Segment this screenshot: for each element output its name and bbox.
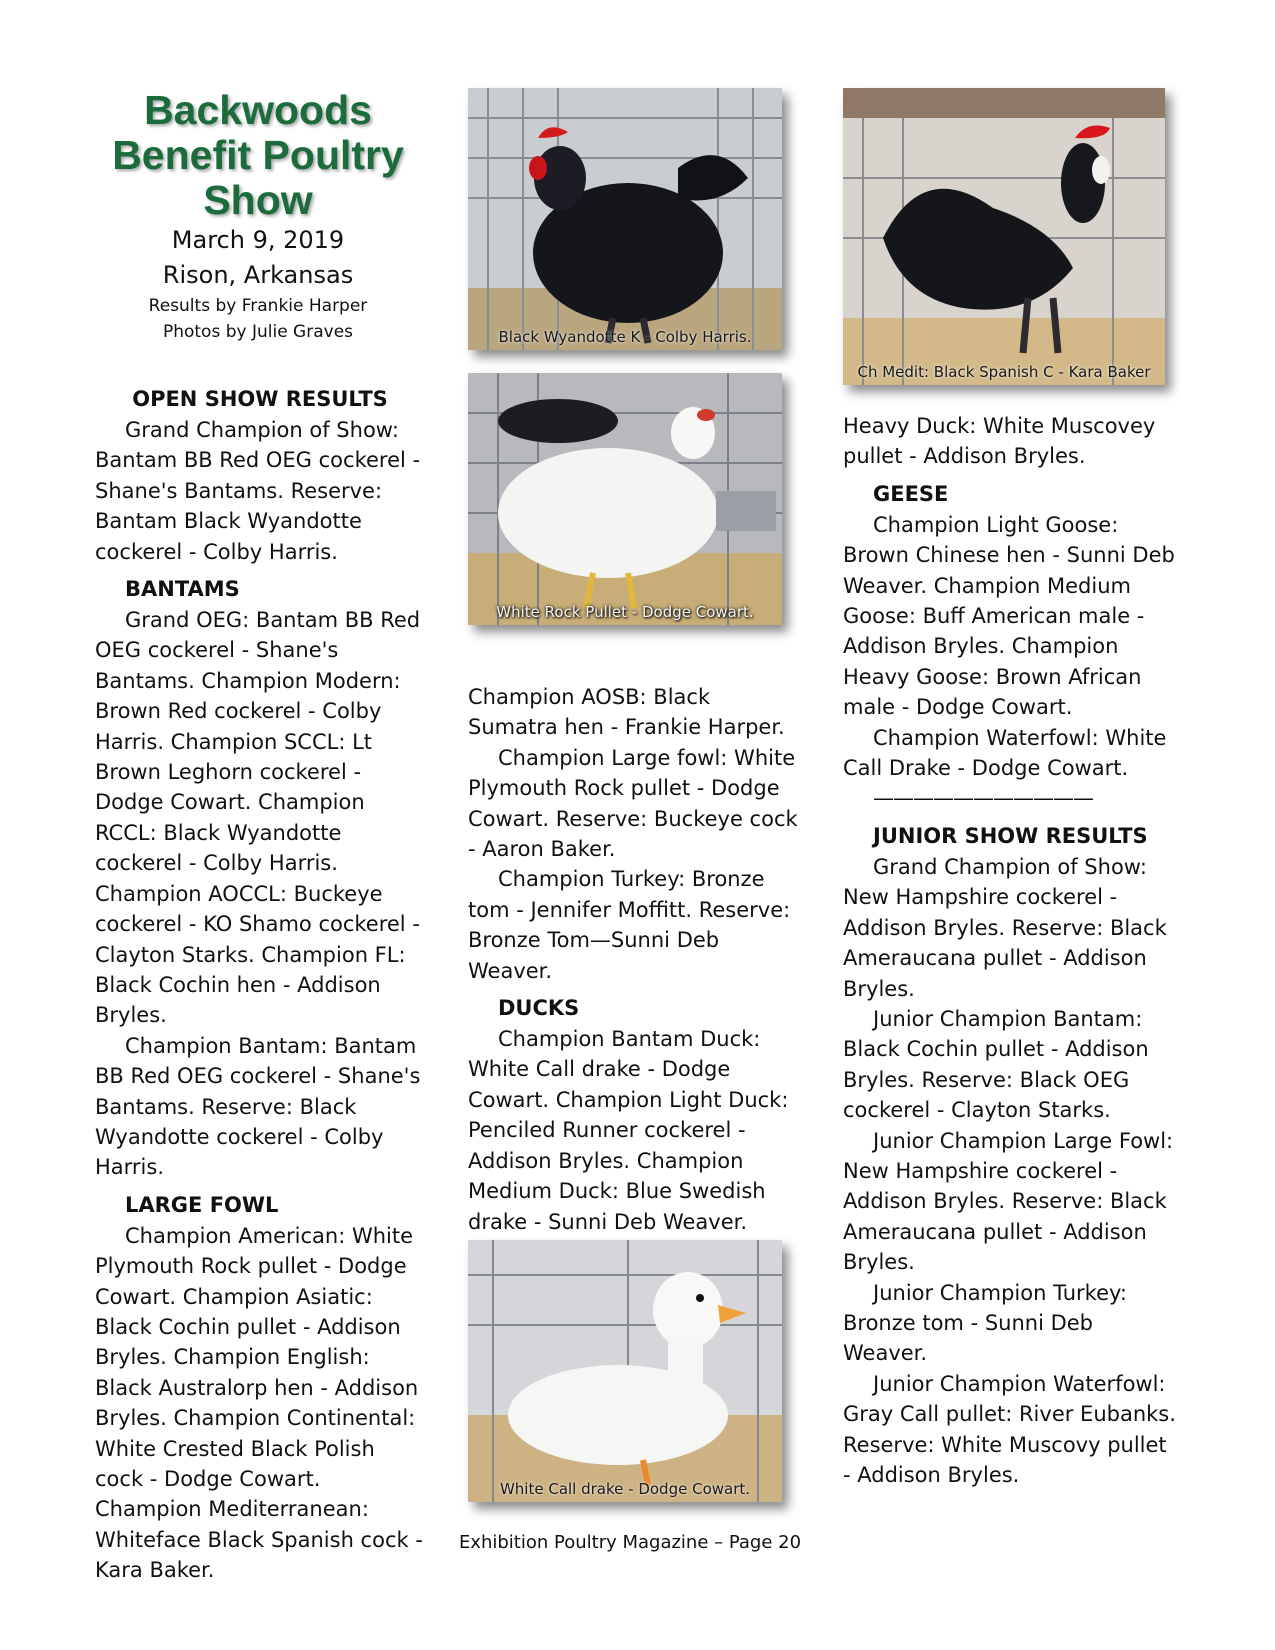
bantams-heading: BANTAMS	[125, 577, 240, 602]
black-wyandotte-image	[468, 88, 782, 350]
geese-heading: GEESE	[873, 481, 949, 506]
bantams-paragraph-2: Champion Bantam: Bantam BB Red OEG cockerel - Shane's Bantams. Reserve: Black Wyandotte cockerel - Colby Harris.	[95, 1033, 421, 1180]
geese-paragraph-2: Champion Waterfowl: White Call Drake - Dodge Cowart.	[843, 725, 1167, 781]
junior-paragraph-3: Junior Champion Large Fowl: New Hampshire cockerel - Addison Bryles. Reserve: Black Ameraucana pullet - Addison Bryles.	[843, 1128, 1174, 1275]
heavy-duck-paragraph: Heavy Duck: White Muscovey pullet - Addison Bryles.	[843, 414, 1156, 469]
article-title: Backwoods Benefit Poultry Show	[112, 87, 404, 223]
show-location: Rison, Arkansas	[162, 261, 354, 289]
junior-paragraph-2: Junior Champion Bantam: Black Cochin pullet - Addison Bryles. Reserve: Black OEG cockerel - Clayton Starks.	[843, 1006, 1149, 1123]
column-middle	[468, 682, 798, 1267]
white-call-drake-caption: White Call drake - Dodge Cowart.	[499, 1480, 751, 1498]
large-fowl-champion-paragraph: Champion Large fowl: White Plymouth Rock pullet - Dodge Cowart. Reserve: Buckeye cock - Aaron Baker.	[468, 745, 798, 862]
junior-paragraph-5: Junior Champion Waterfowl: Gray Call pullet: River Eubanks. Reserve: White Muscovy pullet - Addison Bryles.	[843, 1371, 1176, 1487]
black-wyandotte-caption: Black Wyandotte K - Colby Harris.	[498, 328, 752, 346]
geese-paragraph-1: Champion Light Goose: Brown Chinese hen - Sunni Deb Weaver. Champion Medium Goose: Buff American male - Addison Bryles. Champion Heavy Goose: Brown African male - Dodge Cowart.	[843, 512, 1175, 720]
white-call-drake-image	[468, 1240, 782, 1502]
show-date: March 9, 2019	[171, 226, 345, 254]
white-rock-caption: White Rock Pullet - Dodge Cowart.	[496, 603, 754, 621]
black-spanish-image	[843, 88, 1165, 385]
aosb-paragraph: Champion AOSB: Black Sumatra hen - Frankie Harper.	[468, 685, 785, 740]
results-credit: Results by Frankie Harper	[148, 296, 368, 316]
junior-paragraph-1: Grand Champion of Show: New Hampshire cockerel - Addison Bryles. Reserve: Black Ameraucana pullet - Addison Bryles.	[843, 854, 1167, 1001]
photo-white-call-drake	[468, 1240, 782, 1502]
ducks-paragraph: Champion Bantam Duck: White Call drake - Dodge Cowart. Champion Light Duck: Penciled Runner cockerel - Addison Bryles. Champion Medium Duck: Blue Swedish drake - Sunni Deb Weaver.	[468, 1027, 789, 1234]
column-right	[843, 411, 1178, 1490]
photo-black-spanish	[843, 88, 1165, 385]
ducks-heading: DUCKS	[498, 996, 580, 1021]
title-block	[88, 88, 428, 345]
turkey-paragraph: Champion Turkey: Bronze tom - Jennifer Moffitt. Reserve: Bronze Tom—Sunni Deb Weaver.	[468, 867, 791, 983]
column-left	[95, 383, 425, 1586]
black-spanish-caption: Ch Medit: Black Spanish C - Kara Baker	[857, 363, 1151, 381]
white-rock-image	[468, 373, 782, 625]
section-divider: ———————————	[873, 786, 1093, 811]
photo-white-rock-pullet	[468, 373, 782, 625]
open-show-paragraph: Grand Champion of Show: Bantam BB Red OEG cockerel - Shane's Bantams. Reserve: Bantam Black Wyandotte cockerel - Colby Harris.	[95, 418, 421, 564]
photos-credit: Photos by Julie Graves	[162, 322, 354, 342]
page-footer: Exhibition Poultry Magazine – Page 20	[458, 1532, 802, 1553]
open-show-heading: OPEN SHOW RESULTS	[132, 387, 388, 411]
large-fowl-paragraph: Champion American: White Plymouth Rock pullet - Dodge Cowart. Champion Asiatic: Black Cochin pullet - Addison Bryles. Champion English: Black Australorp hen - Addison Bryles. Champion Continental: White Crested Black Polish cock - Dodge Cowart. Champion Mediterranean: Whiteface Black Spanish cock - Kara Baker.	[95, 1223, 423, 1583]
junior-paragraph-4: Junior Champion Turkey: Bronze tom - Sunni Deb Weaver.	[843, 1280, 1127, 1366]
bantams-paragraph-1: Grand OEG: Bantam BB Red OEG cockerel - Shane's Bantams. Champion Modern: Brown Red cockerel - Colby Harris. Champion SCCL: Lt Brown Leghorn cockerel - Dodge Cowart. Champion RCCL: Black Wyandotte cockerel - Colby Harris. Champion AOCCL: Buckeye cockerel - KO Shamo cockerel - Clayton Starks. Champion FL: Black Cochin hen - Addison Bryles.	[95, 608, 421, 1028]
photo-black-wyandotte	[468, 88, 782, 350]
large-fowl-heading: LARGE FOWL	[125, 1192, 279, 1217]
junior-show-heading: JUNIOR SHOW RESULTS	[873, 823, 1148, 848]
